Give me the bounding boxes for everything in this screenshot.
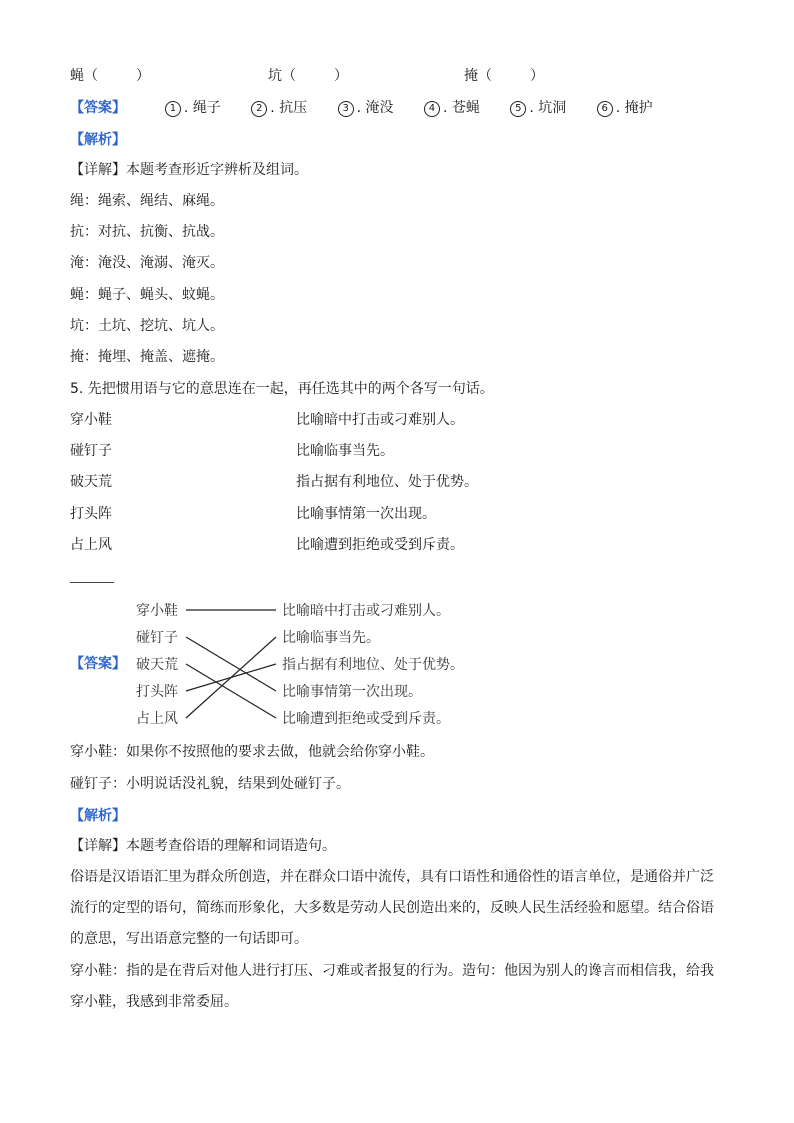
match-right: 比喻临事当先。 — [282, 630, 380, 646]
top-row — [70, 66, 544, 86]
detail-line-2 — [70, 836, 336, 856]
match-left: 打头阵 — [136, 684, 178, 700]
match-left: 占上风 — [136, 711, 178, 727]
q5-row: 占上风 比喻遭到拒绝或受到斥责。 — [70, 537, 464, 553]
match-right: 比喻事情第一次出现。 — [282, 684, 422, 700]
match-left: 穿小鞋 — [136, 603, 178, 619]
match-lines — [130, 596, 490, 732]
word-line: 蝇：蝇子、蝇头、蚊蝇。 — [70, 287, 224, 303]
detail-text-2: 本题考查俗语的理解和词语造句。 — [126, 838, 336, 854]
blank-1: 蝇（ ） — [70, 68, 150, 84]
paragraph-1: 俗语是汉语语汇里为群众所创造，并在群众口语中流传，具有口语性和通俗性的语言单位，是通俗并广泛流行的定型的语句，简练而形象化，大多数是劳动人民创造出来的，反映人民生活经验和愿望。结合俗语的意思，写出语意完整的一句话即可。 — [70, 869, 714, 947]
analysis-tag-2: 【解析】 — [70, 808, 126, 824]
blank-2: 坑（ ） — [268, 68, 348, 84]
answer-item: 4 . 苍蝇 — [424, 98, 480, 118]
q5-row: 穿小鞋 比喻暗中打击或刁难别人。 — [70, 412, 464, 428]
answer-item: 1 . 绳子 — [165, 98, 221, 118]
match-left: 破天荒 — [136, 657, 178, 673]
match-right: 指占据有利地位、处于优势。 — [282, 657, 464, 673]
word-line: 坑：土坑、挖坑、坑人。 — [70, 318, 224, 334]
q5-row: 破天荒 指占据有利地位、处于优势。 — [70, 474, 478, 490]
detail-tag-2: 【详解】 — [70, 838, 126, 854]
analysis-tag: 【解析】 — [70, 132, 126, 148]
paragraph-2: 穿小鞋：指的是在背后对他人进行打压、刁难或者报复的行为。造句：他因为别人的谗言而相信我，给我穿小鞋，我感到非常委屈。 — [70, 963, 714, 1010]
word-line: 绳：绳索、绳结、麻绳。 — [70, 193, 224, 209]
detail-line-1 — [70, 160, 308, 180]
sentence-1: 穿小鞋：如果你不按照他的要求去做，他就会给你穿小鞋。 — [70, 744, 434, 760]
match-right: 比喻遭到拒绝或受到斥责。 — [282, 711, 450, 727]
question-5: 5. 先把惯用语与它的意思连在一起，再任选其中的两个各写一句话。 — [70, 381, 494, 397]
detail-tag: 【详解】 — [70, 162, 126, 178]
answer-tag: 【答案】 — [70, 100, 126, 116]
blank-3: 掩（ ） — [464, 68, 544, 84]
answer-item: 2 . 抗压 — [251, 98, 307, 118]
word-line: 掩：掩埋、掩盖、遮掩。 — [70, 349, 224, 365]
q5-row: 打头阵 比喻事情第一次出现。 — [70, 506, 436, 522]
answer-divider — [70, 582, 114, 583]
answer-item: 6 . 掩护 — [597, 98, 653, 118]
answer-row — [70, 98, 679, 118]
match-line — [186, 637, 276, 718]
answer-item: 3 . 淹没 — [338, 98, 394, 118]
answer-tag-2: 【答案】 — [70, 656, 126, 672]
match-line — [186, 664, 276, 718]
sentence-2: 碰钉子：小明说话没礼貌，结果到处碰钉子。 — [70, 776, 350, 792]
word-line: 淹：淹没、淹溺、淹灭。 — [70, 255, 224, 271]
q5-row: 碰钉子 比喻临事当先。 — [70, 443, 394, 459]
match-line — [186, 637, 276, 691]
match-right: 比喻暗中打击或刁难别人。 — [282, 603, 450, 619]
match-left: 碰钉子 — [136, 630, 178, 646]
matching-figure — [130, 596, 490, 732]
word-line: 抗：对抗、抗衡、抗战。 — [70, 224, 224, 240]
detail-text: 本题考查形近字辨析及组词。 — [126, 162, 308, 178]
answer-item: 5 . 坑洞 — [510, 98, 566, 118]
